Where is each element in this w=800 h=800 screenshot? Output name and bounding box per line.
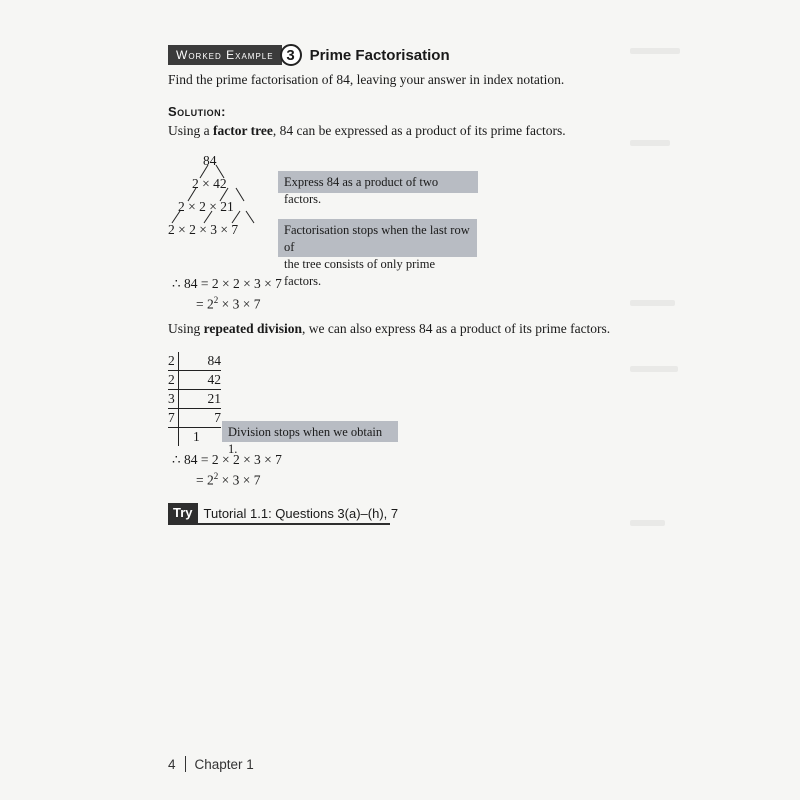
tutorial-reference: Tutorial 1.1: Questions 3(a)–(h), 7 bbox=[203, 505, 399, 521]
footer-divider bbox=[185, 756, 186, 772]
tree-row-2: 2 × 42 bbox=[192, 176, 227, 191]
tree-row-4: 2 × 2 × 3 × 7 bbox=[168, 222, 239, 237]
tree-row-1: 84 bbox=[203, 153, 217, 168]
result-line-2 bbox=[196, 292, 260, 313]
division-row bbox=[168, 371, 221, 390]
divisor: 2 bbox=[168, 371, 179, 390]
divisor: 7 bbox=[168, 409, 179, 428]
result-base: = 2 bbox=[196, 296, 214, 312]
worked-example-badge: Worked Example bbox=[168, 45, 282, 65]
factor-tree-term: factor tree bbox=[213, 123, 273, 138]
intro-text: , 84 can be expressed as a product of its prime factors. bbox=[272, 123, 566, 138]
note-stop-condition bbox=[278, 219, 477, 288]
dividend: 21 bbox=[179, 390, 222, 409]
note-two-factors: Express 84 as a product of two factors. bbox=[278, 171, 478, 193]
dividend: 7 bbox=[179, 409, 222, 428]
try-underline bbox=[168, 523, 390, 525]
page-footer bbox=[168, 756, 254, 772]
bleed-through bbox=[630, 366, 678, 372]
example-title: Prime Factorisation bbox=[309, 46, 450, 64]
bleed-through bbox=[630, 520, 665, 526]
bleed-through bbox=[630, 300, 675, 306]
note-line: the tree consists of only prime factors. bbox=[284, 257, 436, 288]
dividend: 42 bbox=[179, 371, 222, 390]
division-row bbox=[168, 428, 221, 447]
intro-text: , we can also express 84 as a product of its prime factors. bbox=[302, 321, 611, 336]
division-row bbox=[168, 390, 221, 409]
result-line-2 bbox=[196, 468, 260, 489]
note-line: Factorisation stops when the last row of bbox=[284, 223, 470, 254]
factor-tree-intro bbox=[168, 122, 566, 140]
example-number: 3 bbox=[280, 44, 302, 66]
chapter-label: Chapter 1 bbox=[194, 756, 254, 772]
divisor: 2 bbox=[168, 352, 179, 371]
result-line-1: ∴ 84 = 2 × 2 × 3 × 7 bbox=[172, 452, 282, 467]
intro-text: Using bbox=[168, 321, 204, 336]
question-text: Find the prime factorisation of 84, leaving your answer in index notation. bbox=[168, 72, 565, 87]
dividend: 84 bbox=[179, 352, 222, 371]
solution-label: Solution: bbox=[168, 104, 226, 119]
division-row bbox=[168, 352, 221, 371]
division-intro bbox=[168, 320, 610, 338]
repeated-division-table bbox=[168, 352, 221, 446]
divisor bbox=[168, 428, 179, 447]
bleed-through bbox=[630, 48, 680, 54]
try-badge: Try bbox=[168, 503, 198, 523]
division-row bbox=[168, 409, 221, 428]
intro-text: Using a bbox=[168, 123, 213, 138]
bleed-through bbox=[630, 140, 670, 146]
try-reference bbox=[168, 503, 398, 523]
worked-example-header bbox=[168, 44, 450, 66]
result-base: = 2 bbox=[196, 472, 214, 488]
repeated-division-term: repeated division bbox=[203, 321, 303, 336]
tree-row-3: 2 × 2 × 21 bbox=[178, 199, 234, 214]
dividend: 1 bbox=[179, 428, 222, 447]
exponent: 2 bbox=[213, 295, 219, 305]
page-number: 4 bbox=[168, 756, 176, 772]
result-line-1: ∴ 84 = 2 × 2 × 3 × 7 bbox=[172, 276, 282, 291]
result-rest: × 3 × 7 bbox=[218, 472, 261, 488]
divisor: 3 bbox=[168, 390, 179, 409]
result-rest: × 3 × 7 bbox=[218, 296, 261, 312]
exponent: 2 bbox=[213, 471, 219, 481]
note-division-stop: Division stops when we obtain 1. bbox=[222, 421, 398, 442]
